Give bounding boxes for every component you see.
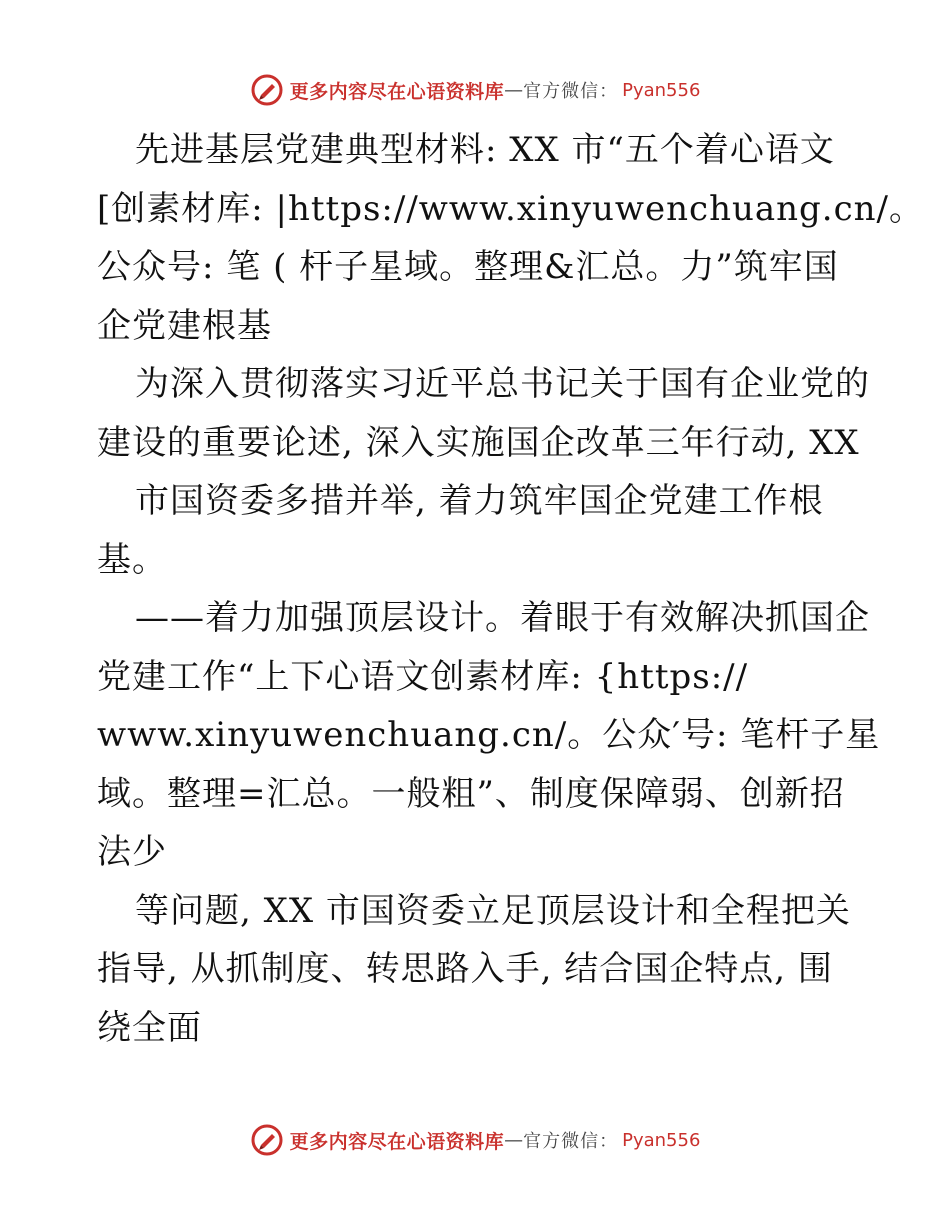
title-line-3: 公众号: 笔 ( 杆子星域。整理&汇总。力”筑牢国 [97,247,839,287]
footer-wechat-id: Pyan556 [622,1129,701,1151]
header-banner-label: 官方微信： [523,81,619,102]
title-line-2: [创素材库: |https://www.xinyuwenchuang.cn/。 [97,188,925,229]
paragraph-1-line-2: 建设的重要论述, 深入实施国企改革三年行动, XX [97,422,860,463]
header-banner-dash: — [504,79,524,101]
paragraph-2-line-5: 法少 [97,832,167,872]
footer-banner-label: 官方微信： [523,1131,619,1152]
paragraph-3-line-2: 指导, 从抓制度、转思路入手, 结合国企特点, 围 [97,949,833,989]
header-banner [0,70,950,110]
pen-heart-logo-icon [250,73,284,107]
paragraph-1-line-1: 为深入贯彻落实习近平总书记关于国有企业党的 [135,364,870,404]
header-wechat-id: Pyan556 [622,79,701,101]
paragraph-3-line-1: 等问题, XX 市国资委立足顶层设计和全程把关 [135,890,851,931]
title-line-4: 企党建根基 [97,305,272,346]
paragraph-2-line-1: ——着力加强顶层设计。着眼于有效解决抓国企 [135,598,870,638]
paragraph-1-line-3: 市国资委多措并举, 着力筑牢国企党建工作根 [135,481,824,521]
paragraph-2-line-3: www.xinyuwenchuang.cn/。公众′号: 笔杆子星 [97,715,881,755]
paragraph-3-line-3: 绕全面 [97,1007,202,1048]
title-line-1: 先进基层党建典型材料: XX 市“五个着心语文 [135,130,835,170]
paragraph-2-line-4: 域。整理=汇总。一般粗”、制度保障弱、创新招 [97,773,845,814]
header-banner-text: 更多内容尽在心语资料库 [289,80,505,103]
paragraph-2-line-2: 党建工作“上下心语文创素材库: {https:// [97,656,749,697]
footer-banner-dash: — [504,1129,524,1151]
pen-heart-logo-icon [250,1123,284,1157]
paragraph-1-line-4: 基。 [97,539,167,580]
footer-banner [0,1120,950,1160]
footer-banner-text: 更多内容尽在心语资料库 [289,1130,505,1153]
document-body [97,121,925,1057]
